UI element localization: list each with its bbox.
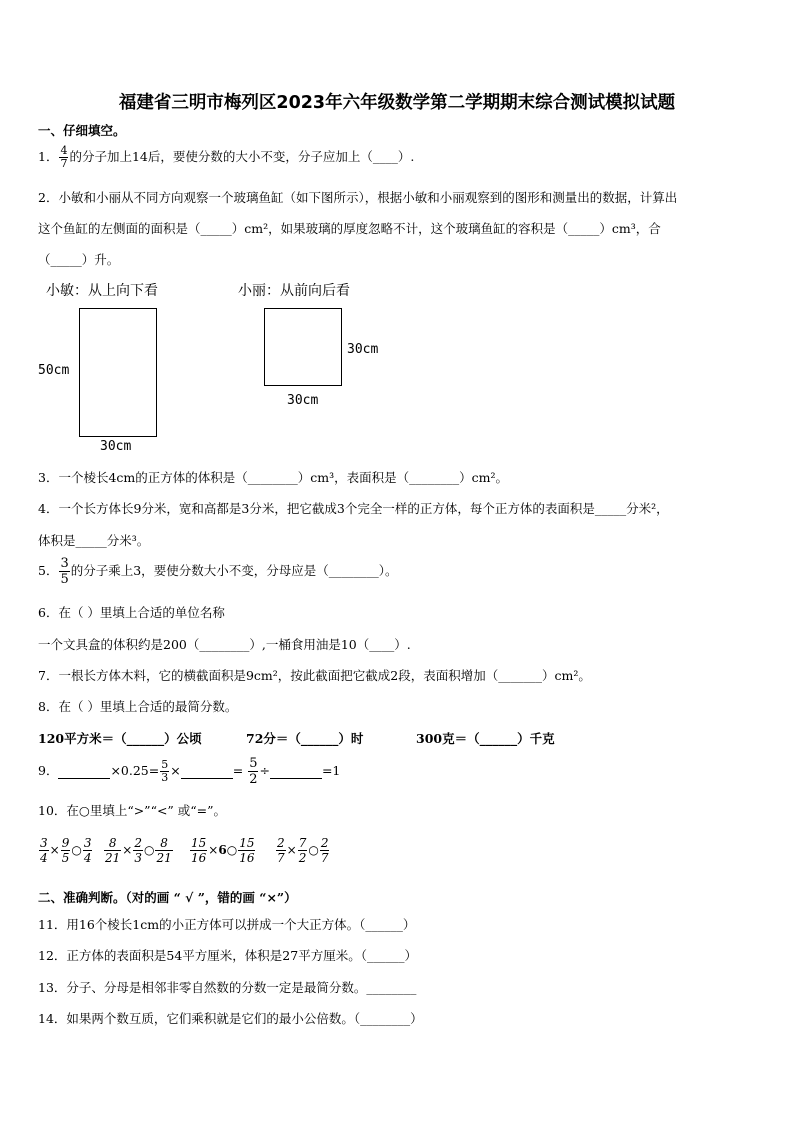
q5-fraction	[59, 556, 69, 587]
q9-blank-3	[270, 763, 322, 779]
question-7: 7．一根长方体木料，它的横截面积是9cm²，按此截面把它截成2段，表面积增加（_______）cm²。	[38, 668, 591, 683]
question-2-line-3: （_____）升。	[38, 252, 120, 267]
q10-i3-a-den: 16	[191, 851, 207, 865]
q5-number: 5．	[38, 563, 59, 578]
q10-i4-a-num: 2	[277, 836, 285, 850]
q9-f1-denominator: 3	[161, 771, 169, 784]
front-view-square	[264, 308, 342, 386]
question-8-c: 300克＝（______）千克	[416, 731, 555, 746]
q9-f1-numerator: 5	[161, 758, 169, 771]
q10-i2-c-den: 21	[156, 851, 172, 865]
question-8-line-1: 8．在（ ）里填上合适的最简分数。	[38, 699, 238, 714]
q9-divide: ÷	[259, 763, 270, 778]
q10-item-2	[103, 836, 174, 865]
q10-i2-b-den: 3	[134, 851, 142, 865]
q9-f2-numerator: 5	[249, 756, 258, 771]
q9-blank-1	[58, 763, 110, 779]
q10-i4-op: ×	[286, 843, 297, 857]
q10-i1-circle[interactable]: ○	[71, 843, 82, 857]
q10-i1-b-den: 5	[61, 851, 70, 865]
question-6-line-1: 6．在（ ）里填上合适的单位名称	[38, 605, 225, 620]
q10-i2-a-num: 8	[104, 836, 121, 851]
q9-fraction-2	[248, 756, 258, 787]
top-view-width-label: 30cm	[100, 439, 132, 454]
question-13: 13．分子、分母是相邻非零自然数的分数一定是最简分数。________	[38, 980, 417, 995]
q10-i3-a-num: 15	[191, 836, 207, 850]
q10-i1-b	[61, 836, 71, 865]
q10-i4-b	[298, 836, 308, 865]
q10-i1-b-num: 9	[61, 836, 70, 850]
q9-blank-2	[181, 763, 233, 779]
q10-item-4	[275, 836, 330, 865]
q10-i3-c-num: 15	[239, 836, 255, 850]
front-view-width-label: 30cm	[287, 393, 319, 408]
question-3: 3．一个棱长4cm的正方体的体积是（________）cm³，表面积是（________）cm²。	[38, 470, 508, 485]
question-14: 14．如果两个数互质，它们乘积就是它们的最小公倍数。（________）	[38, 1011, 423, 1026]
q10-i3-a	[190, 836, 207, 865]
question-4-line-2: 体积是_____分米³。	[38, 533, 150, 548]
section-1-heading: 一、仔细填空。	[38, 123, 126, 138]
question-8-b: 72分＝（______）时	[246, 731, 364, 746]
xiaomin-view-label: 小敏：从上向下看	[46, 283, 158, 299]
q10-i3-c	[238, 836, 255, 865]
q10-item-1	[38, 836, 93, 865]
q10-i2-b-num: 2	[134, 836, 142, 850]
question-6-line-2: 一个文具盒的体积约是200（________）,一桶食用油是10（____）.	[38, 637, 411, 652]
top-view-height-label: 50cm	[38, 363, 70, 378]
q10-i1-c	[83, 836, 93, 865]
q10-i1-c-num: 3	[83, 836, 92, 850]
q1-number: 1．	[38, 149, 59, 164]
q10-i2-op: ×	[122, 843, 133, 857]
q10-i4-c-den: 7	[320, 851, 329, 865]
q10-i1-c-den: 4	[83, 851, 92, 865]
q10-i1-a	[39, 836, 49, 865]
q5-fraction-denominator: 5	[60, 572, 69, 587]
q10-i1-a-den: 4	[40, 851, 48, 865]
q10-i2-a	[104, 836, 121, 865]
xiaoli-view-label: 小丽：从前向后看	[238, 283, 350, 299]
question-1	[38, 145, 414, 170]
front-view-height-label: 30cm	[347, 342, 379, 357]
question-4-line-1: 4．一个长方体长9分米，宽和高都是3分米，把它截成3个完全一样的正方体，每个正方体的表面积是_____分米²，	[38, 501, 669, 516]
q9-fraction-1	[160, 759, 169, 784]
question-10: 10．在○里填上“>”“<” 或“=”。	[38, 803, 227, 818]
q10-i3-circle[interactable]: ○	[226, 843, 238, 857]
q9-number: 9．	[38, 763, 59, 778]
q10-i4-c-num: 2	[320, 836, 329, 850]
q10-i2-a-den: 21	[105, 851, 121, 865]
q9-equals: =	[232, 763, 244, 778]
q9-times: ×	[170, 763, 181, 778]
q5-text: 的分子乘上3，要使分数大小不变，分母应是（________）。	[70, 563, 398, 578]
q10-i2-c	[155, 836, 172, 865]
question-9	[38, 756, 340, 787]
q10-i4-a-den: 7	[277, 851, 285, 865]
question-5	[38, 556, 397, 587]
q10-i3-op: ×	[208, 843, 219, 857]
q9-equals-one: =1	[321, 763, 341, 778]
section-2-heading: 二、准确判断。（对的画 “ √ ”，错的画 “×”）	[38, 890, 297, 905]
q10-i4-b-den: 2	[298, 851, 307, 865]
q5-fraction-numerator: 3	[60, 556, 69, 571]
q10-i1-a-num: 3	[40, 836, 48, 850]
question-8-a: 120平方米＝（______）公顷	[38, 731, 202, 746]
q1-text: 的分子加上14后，要使分数的大小不变，分子应加上（____）.	[69, 149, 415, 164]
q10-i2-circle[interactable]: ○	[143, 843, 155, 857]
q10-item-3	[189, 836, 256, 865]
q10-i4-c	[320, 836, 330, 865]
top-view-rectangle	[79, 308, 157, 437]
question-2-line-1: 2．小敏和小丽从不同方向观察一个玻璃鱼缸（如下图所示），根据小敏和小丽观察到的图形和测量出的数据，计算出	[38, 190, 678, 205]
q9-f2-denominator: 2	[249, 772, 258, 787]
q1-fraction-denominator: 7	[60, 157, 68, 170]
q1-fraction-numerator: 4	[60, 144, 68, 157]
q10-i2-b	[133, 836, 143, 865]
q10-i2-c-num: 8	[155, 836, 172, 851]
q10-i4-a	[276, 836, 286, 865]
q10-i3-b: 6	[218, 843, 227, 857]
q10-i1-op: ×	[49, 843, 60, 857]
q10-i4-circle[interactable]: ○	[308, 843, 319, 857]
q9-times-025: ×0.25=	[110, 763, 160, 778]
question-2-line-2: 这个鱼缸的左侧面的面积是（_____）cm²，如果玻璃的厚度忽略不计，这个玻璃鱼缸的容积是（_____）cm³，合	[38, 221, 661, 236]
question-12: 12．正方体的表面积是54平方厘米，体积是27平方厘米。（______）	[38, 948, 417, 963]
q10-i3-c-den: 16	[239, 851, 255, 865]
question-11: 11．用16个棱长1cm的小正方体可以拼成一个大正方体。（______）	[38, 917, 416, 932]
q10-i4-b-num: 7	[298, 836, 307, 850]
page-title: 福建省三明市梅列区2023年六年级数学第二学期期末综合测试模拟试题	[118, 93, 676, 113]
q1-fraction	[59, 145, 68, 170]
